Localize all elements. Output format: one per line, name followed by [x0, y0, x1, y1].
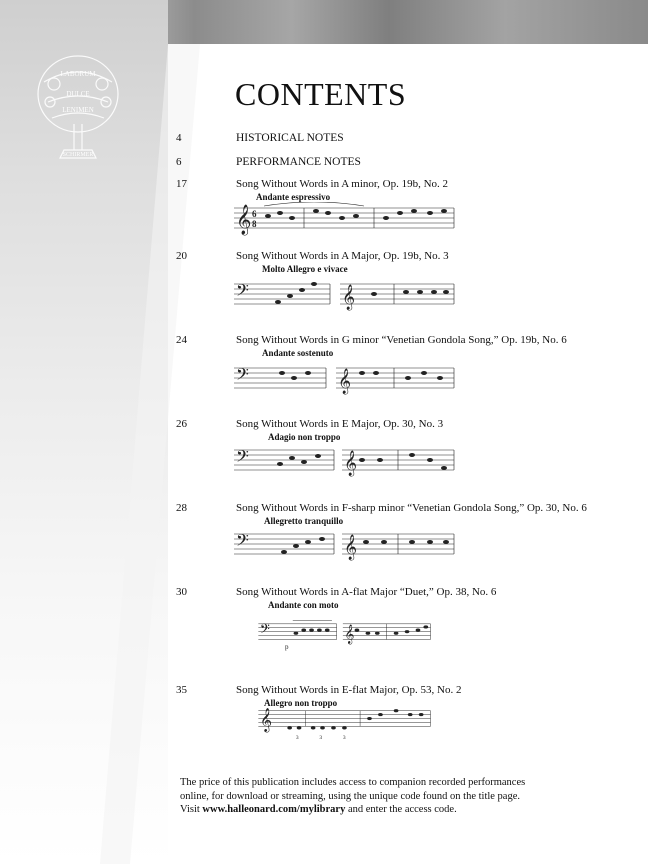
music-incipit — [234, 616, 458, 652]
page-title: CONTENTS — [235, 76, 407, 112]
entry-page-number: 26 — [176, 418, 187, 430]
tempo-marking: Adagio non troppo — [268, 432, 341, 442]
svg-text:𝄞: 𝄞 — [236, 205, 252, 234]
crest-text-3: LENIMEN — [62, 106, 94, 114]
crest-text-1: LABORUM — [60, 70, 96, 78]
music-incipit — [234, 706, 458, 742]
svg-text:𝄞: 𝄞 — [342, 284, 356, 309]
svg-text:𝄞: 𝄞 — [344, 534, 358, 559]
entry-page-number: 35 — [176, 684, 187, 696]
tempo-marking: Allegro non troppo — [264, 698, 338, 708]
entry-title[interactable]: Song Without Words in A-flat Major “Duet,” Op. 38, No. 6 — [236, 586, 497, 598]
svg-text:3: 3 — [342, 734, 346, 741]
svg-text:p: p — [284, 642, 289, 651]
tempo-marking: Allegretto tranquillo — [264, 516, 344, 526]
entry-title[interactable]: Song Without Words in E-flat Major, Op. 53, No. 2 — [236, 684, 462, 696]
crest-text-2: DULCE — [66, 90, 90, 98]
library-link[interactable]: www.halleonard.com/mylibrary — [202, 804, 346, 815]
music-incipit — [234, 360, 458, 396]
entry-page-number: 6 — [176, 156, 182, 168]
entry-title[interactable]: Song Without Words in A Major, Op. 19b, No. 3 — [236, 250, 449, 262]
sidebar-edge — [0, 44, 203, 864]
footer-line-3-pre: Visit — [180, 804, 203, 815]
schirmer-crest-icon — [34, 52, 122, 164]
svg-text:3: 3 — [295, 734, 299, 741]
footer-note — [180, 776, 560, 817]
entry-page-number: 30 — [176, 586, 187, 598]
entry-title[interactable]: Song Without Words in A minor, Op. 19b, No. 2 — [236, 178, 449, 190]
entry-page-number: 20 — [176, 250, 187, 262]
music-incipit — [234, 442, 458, 478]
svg-text:𝄞: 𝄞 — [338, 368, 352, 393]
entry-page-number: 4 — [176, 132, 182, 144]
svg-text:𝄢: 𝄢 — [236, 366, 249, 388]
tempo-marking: Molto Allegro e vivace — [262, 264, 348, 274]
footer-line-3-post: and enter the access code. — [345, 804, 457, 815]
entry-page-number: 17 — [176, 178, 187, 190]
entry-title[interactable]: Song Without Words in F-sharp minor “Venetian Gondola Song,” Op. 30, No. 6 — [236, 502, 587, 514]
svg-text:𝄢: 𝄢 — [259, 622, 270, 640]
svg-text:𝄞: 𝄞 — [259, 709, 272, 732]
svg-text:8: 8 — [252, 219, 257, 229]
svg-text:6: 6 — [252, 209, 257, 219]
svg-text:3: 3 — [319, 734, 323, 741]
entry-page-number: 24 — [176, 334, 187, 346]
footer-line-1: The price of this publication includes access to companion recorded performances — [180, 777, 526, 788]
entry-title[interactable]: Song Without Words in G minor “Venetian Gondola Song,” Op. 19b, No. 6 — [236, 334, 567, 346]
svg-text:𝄢: 𝄢 — [236, 532, 249, 554]
footer-line-2: online, for download or streaming, using the unique code found on the title page. — [180, 790, 521, 802]
entry-title[interactable]: HISTORICAL NOTES — [236, 132, 344, 144]
tempo-marking: Andante sostenuto — [262, 348, 334, 358]
tempo-marking: Andante con moto — [268, 600, 339, 610]
music-incipit — [234, 202, 458, 238]
svg-text:𝄢: 𝄢 — [236, 448, 249, 470]
entry-title[interactable]: Song Without Words in E Major, Op. 30, No. 3 — [236, 418, 444, 430]
entry-page-number: 28 — [176, 502, 187, 514]
music-incipit — [234, 276, 458, 312]
tempo-marking: Andante espressivo — [256, 192, 331, 202]
entry-title[interactable]: PERFORMANCE NOTES — [236, 156, 361, 168]
crest-text-4: SCHIRMER — [62, 152, 94, 158]
svg-text:𝄞: 𝄞 — [344, 624, 355, 644]
music-incipit — [234, 526, 458, 562]
svg-text:𝄢: 𝄢 — [236, 282, 249, 304]
svg-text:𝄞: 𝄞 — [344, 450, 358, 475]
